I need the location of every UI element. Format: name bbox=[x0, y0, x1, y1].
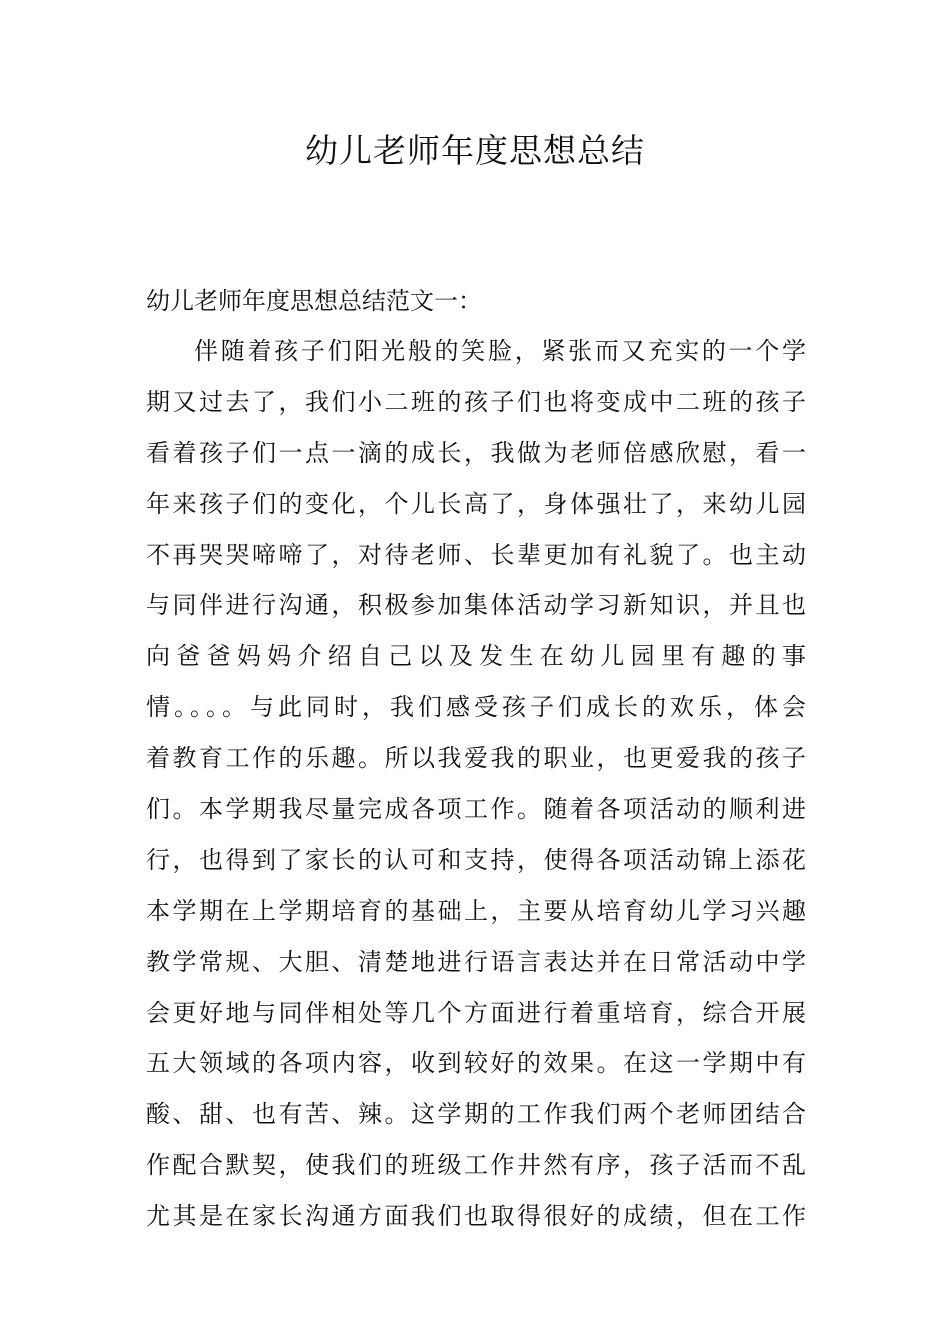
body-paragraph bbox=[146, 332, 806, 1248]
section-subheading: 幼儿老师年度思想总结范文一： bbox=[146, 287, 482, 315]
body-line: 会更好地与同伴相处等几个方面进行着重培育，综合开展 bbox=[146, 998, 806, 1027]
body-line: 教学常规、大胆、清楚地进行语言表达并在日常活动中学 bbox=[146, 947, 806, 976]
body-line: 着教育工作的乐趣。所以我爱我的职业，也更爱我的孩子 bbox=[146, 744, 806, 773]
body-line: 本学期在上学期培育的基础上，主要从培育幼儿学习兴趣 bbox=[146, 896, 806, 925]
body-line: 看着孩子们一点一滴的成长，我做为老师倍感欣慰，看一 bbox=[146, 438, 806, 467]
body-line: 不再哭哭啼啼了，对待老师、长辈更加有礼貌了。也主动 bbox=[146, 540, 806, 569]
body-line: 伴随着孩子们阳光般的笑脸，紧张而又充实的一个学 bbox=[194, 337, 806, 365]
document-title: 幼儿老师年度思想总结 bbox=[305, 131, 645, 170]
body-line: 与同伴进行沟通，积极参加集体活动学习新知识，并且也 bbox=[146, 591, 806, 620]
body-line: 向爸爸妈妈介绍自己以及发生在幼儿园里有趣的事 bbox=[146, 642, 806, 671]
body-line: 年来孩子们的变化，个儿长高了，身体强壮了，来幼儿园 bbox=[146, 489, 806, 518]
body-line: 们。本学期我尽量完成各项工作。随着各项活动的顺利进 bbox=[146, 795, 806, 824]
body-line: 情。。。。与此同时，我们感受孩子们成长的欢乐，体会 bbox=[146, 693, 806, 722]
body-line: 五大领域的各项内容，收到较好的效果。在这一学期中有 bbox=[146, 1049, 806, 1078]
body-line: 作配合默契，使我们的班级工作井然有序，孩子活而不乱 bbox=[146, 1151, 806, 1180]
body-line: 酸、甜、也有苦、辣。这学期的工作我们两个老师团结合 bbox=[146, 1100, 806, 1129]
body-line: 期又过去了，我们小二班的孩子们也将变成中二班的孩子 bbox=[146, 387, 806, 416]
body-line: 行，也得到了家长的认可和支持，使得各项活动锦上添花 bbox=[146, 845, 806, 874]
body-line: 尤其是在家长沟通方面我们也取得很好的成绩，但在工作 bbox=[146, 1202, 806, 1231]
